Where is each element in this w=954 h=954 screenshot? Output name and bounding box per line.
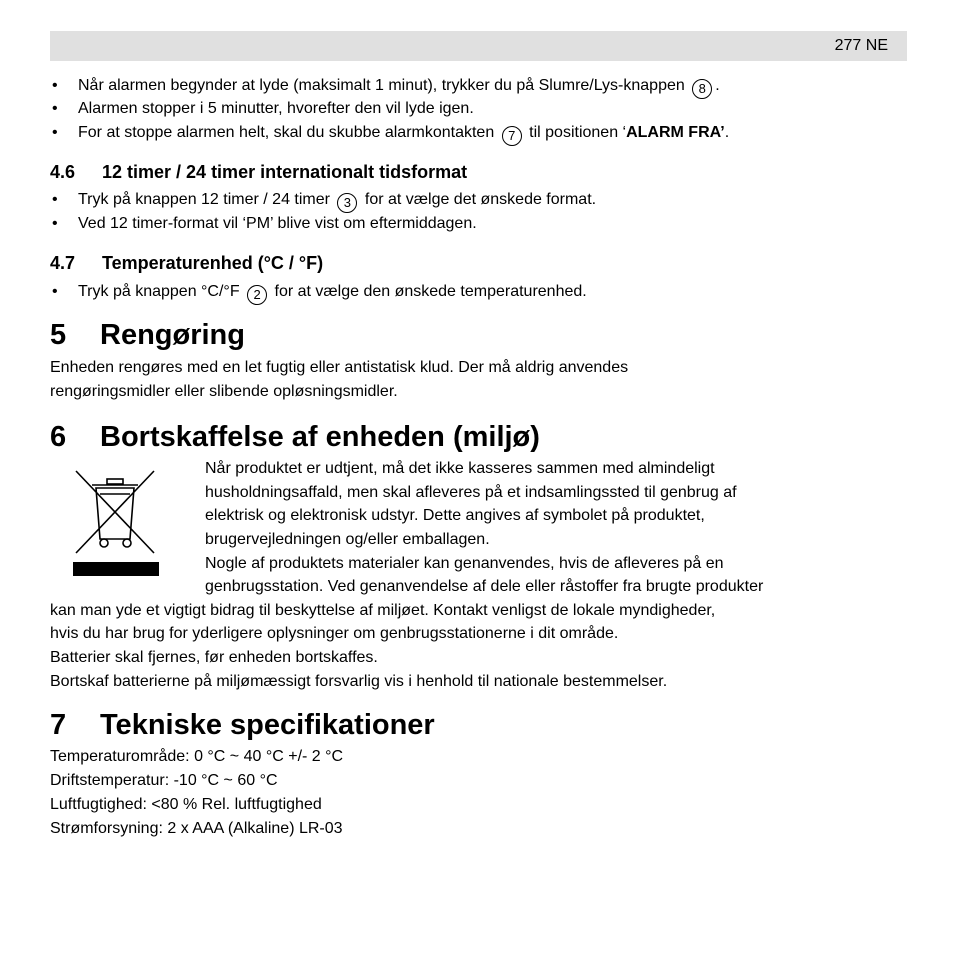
paragraph-line: kan man yde et vigtigt bidrag til beskyttelse af miljøet. Kontakt venligst de lokale myndigheder, [50, 602, 716, 619]
paragraph-line: Enheden rengøres med en let fugtig eller antistatisk klud. Der må aldrig anvendes [50, 359, 629, 376]
crossed-out-wheelie-bin-icon [70, 461, 160, 577]
paragraph-line: Batterier skal fjernes, før enheden bortskaffes. [50, 649, 378, 666]
paragraph-line: rengøringsmidler eller slibende opløsningsmidler. [50, 383, 398, 400]
chapter-heading: 7 Tekniske specifikationer [50, 709, 435, 741]
spec-line: Luftfugtighed: <80 % Rel. luftfugtighed [50, 796, 322, 813]
section-heading: 4.6 12 timer / 24 timer internationalt tidsformat [50, 162, 468, 182]
paragraph-line: genbrugsstation. Ved genanvendelse af dele eller råstoffer fra brugte produkter [205, 578, 764, 595]
chapter-heading: 5 Rengøring [50, 319, 245, 351]
page-number: 277 NE [834, 37, 888, 54]
button-number-badge: 3 [337, 193, 357, 213]
paragraph-line: Nogle af produktets materialer kan genanvendes, hvis de afleveres på en [205, 555, 724, 572]
button-number-badge: 8 [692, 79, 712, 99]
spec-line: Temperaturområde: 0 °C ~ 40 °C +/- 2 °C [50, 748, 344, 765]
section-heading: 4.7 Temperaturenhed (°C / °F) [50, 253, 324, 273]
paragraph-line: Bortskaf batterierne på miljømæssigt forsvarlig vis i henhold til nationale bestemmelser. [50, 673, 668, 690]
paragraph-line: husholdningsaffald, men skal afleveres på et indsamlingssted til genbrug af [205, 484, 737, 501]
page-header [50, 31, 907, 61]
paragraph-line: hvis du har brug for yderligere oplysninger om genbrugsstationerne i dit område. [50, 625, 619, 642]
button-number-badge: 2 [247, 285, 267, 305]
paragraph-line: elektrisk og elektronisk udstyr. Dette angives af symbolet på produktet, [205, 507, 705, 524]
button-number-badge: 7 [502, 126, 522, 146]
paragraph-line: brugervejledningen og/eller emballagen. [205, 531, 490, 548]
chapter-heading: 6 Bortskaffelse af enheden (miljø) [50, 421, 540, 453]
paragraph-line: Når produktet er udtjent, må det ikke kasseres sammen med almindeligt [205, 460, 715, 477]
spec-line: Driftstemperatur: -10 °C ~ 60 °C [50, 772, 278, 789]
spec-line: Strømforsyning: 2 x AAA (Alkaline) LR-03 [50, 820, 343, 837]
